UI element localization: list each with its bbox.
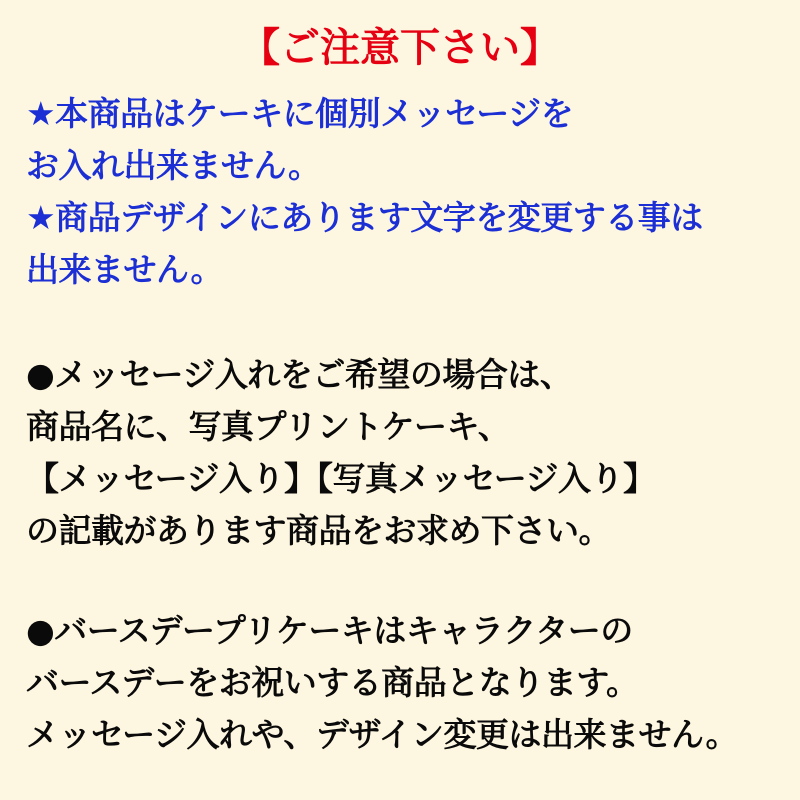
message-request-line: 商品名に、写真プリントケーキ、 <box>26 406 511 446</box>
birthday-cake-note-block <box>26 605 774 761</box>
warning-blue-block <box>26 88 774 297</box>
message-request-block <box>26 349 774 558</box>
warning-line: 出来ません。 <box>26 250 223 290</box>
spacer <box>26 297 774 349</box>
message-request-line: の記載があります商品をお求め下さい。 <box>26 510 611 550</box>
birthday-note-line: バースデーをお祝いする商品となります。 <box>26 663 639 703</box>
message-request-line: 【メッセージ入り】【写真メッセージ入り】 <box>26 458 656 498</box>
birthday-note-line: ●バースデープリケーキはキャラクターの <box>26 611 633 650</box>
birthday-note-line: メッセージ入れや、デザイン変更は出来ません。 <box>26 715 739 755</box>
warning-line: ★商品デザインにあります文字を変更する事は <box>26 198 703 238</box>
message-request-line: ●メッセージ入れをご希望の場合は、 <box>26 354 573 394</box>
warning-line: お入れ出来ません。 <box>26 146 321 186</box>
page-title: 【ご注意下さい】 <box>240 25 560 71</box>
warning-line: ★本商品はケーキに個別メッセージを <box>26 94 574 133</box>
spacer <box>26 557 774 605</box>
